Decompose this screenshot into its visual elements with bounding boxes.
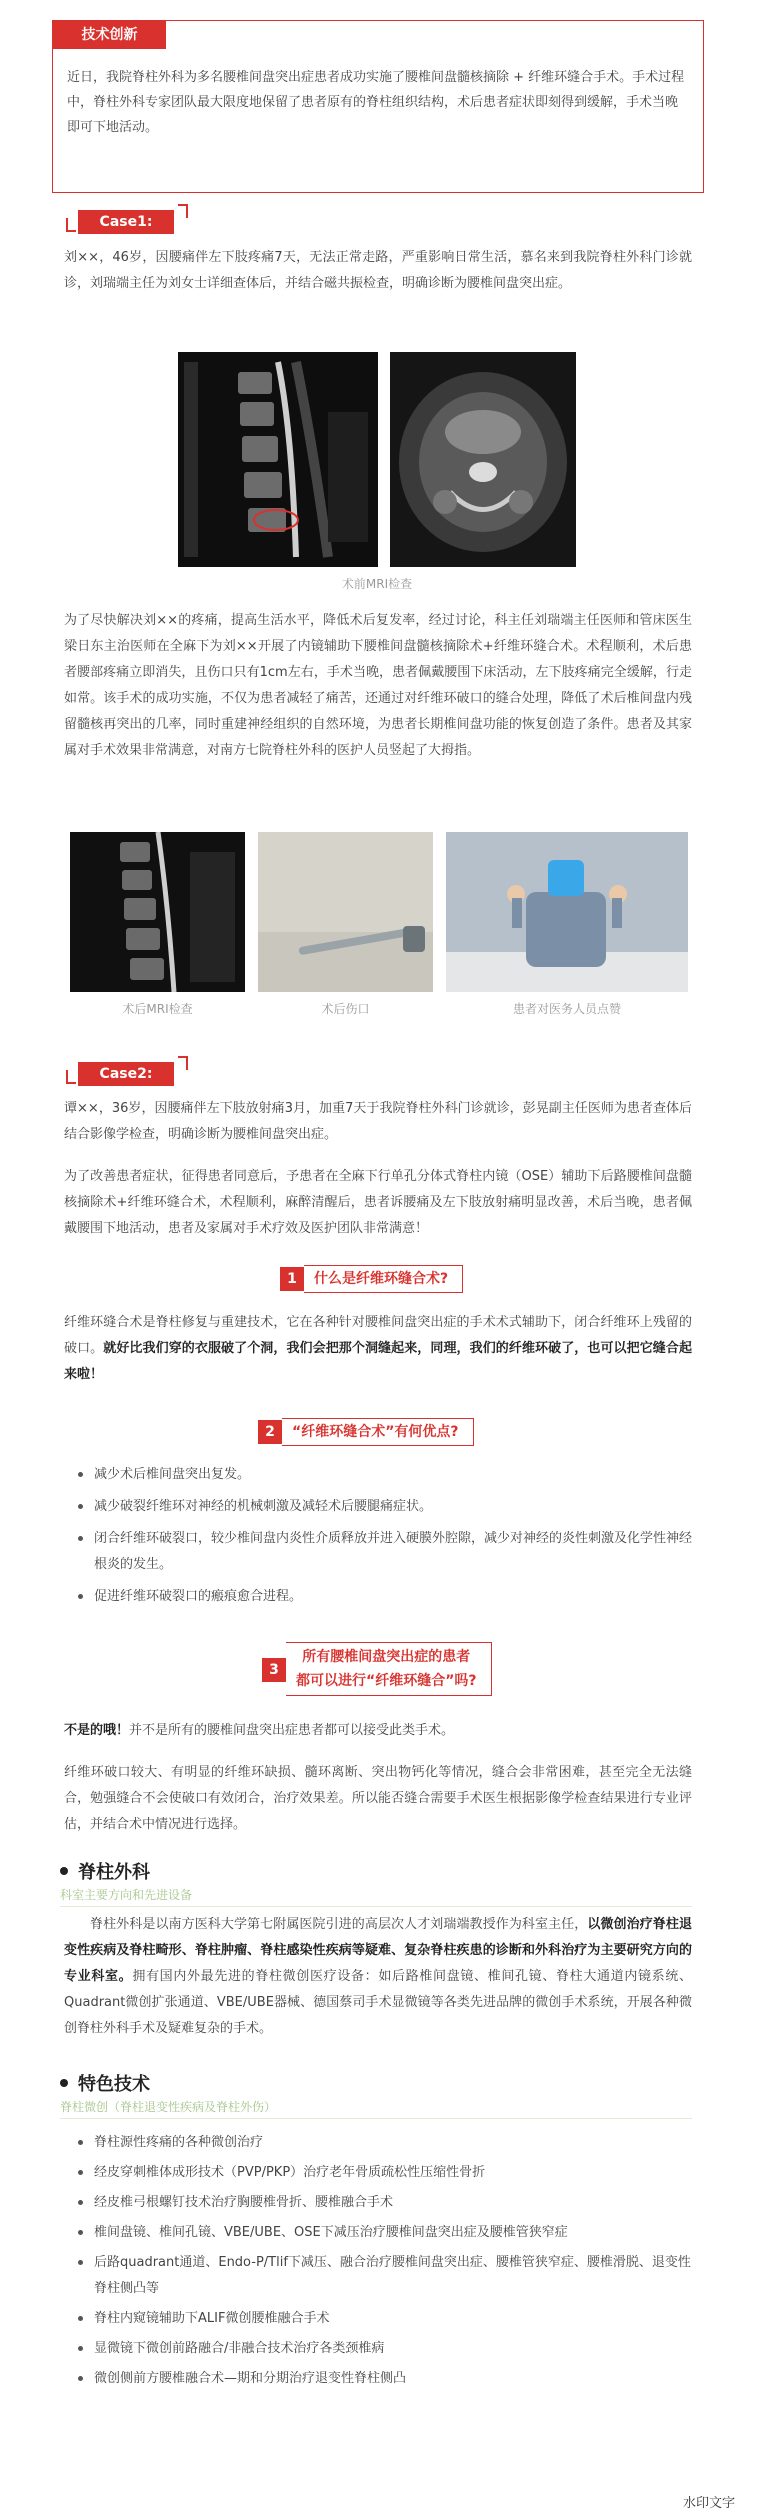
list-item: 显微镜下微创前路融合/非融合技术治疗各类颈椎病 xyxy=(78,2336,692,2362)
bracket-left-decoration xyxy=(66,218,76,232)
feature-section-subtitle: 脊柱微创（脊柱退变性疾病及脊柱外伤） xyxy=(60,2100,277,2114)
list-item: 脊柱源性疼痛的各种微创治疗 xyxy=(78,2130,692,2156)
list-item: 减少破裂纤维环对神经的机械刺激及减轻术后腰腿痛症状。 xyxy=(78,1494,692,1520)
list-item: 减少术后椎间盘突出复发。 xyxy=(78,1462,692,1488)
spine-section-text-pre: 脊柱外科是以南方医科大学第七附属医院引进的高层次人才刘瑞端教授作为科室主任， xyxy=(90,1917,588,1932)
list-item: 椎间盘镜、椎间孔镜、VBE/UBE、OSE下减压治疗腰椎间盘突出症及腰椎管狭窄症 xyxy=(78,2220,692,2246)
preop-mri-axial-image xyxy=(390,352,576,567)
postop-wound-caption: 术后伤口 xyxy=(321,1002,370,1016)
spine-section-subtitle: 科室主要方向和先进设备 xyxy=(60,1888,193,1902)
question3-lead-bold: 不是的哦！ xyxy=(64,1723,130,1738)
case2-intro: 谭××，36岁，因腰痛伴左下肢放射痛3月，加重7天于我院脊柱外科门诊就诊，彭晃副主任医师为患者查体后结合影像学检查，明确诊断为腰椎间盘突出症。 xyxy=(64,1101,692,1142)
question1-answer-bold: 就好比我们穿的衣服破了个洞，我们会把那个洞缝起来，同理，我们的纤维环破了，也可以把它缝合起来啦！ xyxy=(64,1341,692,1382)
postop-wound-image xyxy=(258,832,433,992)
list-item: 微创侧前方腰椎融合术—期和分期治疗退变性脊柱侧凸 xyxy=(78,2366,692,2392)
case1-intro: 刘××，46岁，因腰痛伴左下肢疼痛7天，无法正常走路，严重影响日常生活，慕名来到我院脊柱外科门诊就诊，刘瑞端主任为刘女士详细查体后，并结合磁共振检查，明确诊断为腰椎间盘突出症。 xyxy=(64,250,692,291)
bullet-dot-icon xyxy=(60,2079,68,2087)
question1-title: 什么是纤维环缝合术? xyxy=(304,1265,463,1293)
preop-mri-sagittal-image xyxy=(178,352,378,567)
question2-advantages-list xyxy=(78,1462,692,1616)
list-item: 脊柱内窥镜辅助下ALIF微创腰椎融合手术 xyxy=(78,2306,692,2332)
question1-answer-plain: 纤维环缝合术是脊柱修复与重建技术，它在各种针对腰椎间盘突出症的手术术式辅助下，闭合纤维环上残留的破口。 xyxy=(64,1315,692,1356)
question3-lead-rest: 并不是所有的腰椎间盘突出症患者都可以接受此类手术。 xyxy=(129,1723,455,1738)
postop-mri-image xyxy=(70,832,245,992)
postop-mri-caption: 术后MRI检查 xyxy=(122,1002,193,1016)
case2-tag xyxy=(64,1062,192,1094)
spine-section-text xyxy=(64,1912,692,2042)
feature-section-title-text: 特色技术 xyxy=(78,2074,150,2095)
question2-heading xyxy=(258,1418,538,1448)
feature-tech-list xyxy=(78,2130,692,2396)
case1-label: Case1: xyxy=(78,210,174,234)
case2-body: 为了改善患者症状，征得患者同意后，予患者在全麻下行单孔分体式脊柱内镜（OSE）辅助下后路腰椎间盘髓核摘除术+纤维环缝合术，术程顺利，麻醉清醒后，患者诉腰痛及左下肢放射痛明显改善，术后当晚，患者佩戴腰围下地活动，患者及家属对手术疗效及医护团队非常满意！ xyxy=(64,1169,692,1236)
question3-title-line2: 都可以进行“纤维环缝合”吗? xyxy=(296,1673,477,1689)
case2-label: Case2: xyxy=(78,1062,174,1086)
question3-lead xyxy=(64,1718,692,1744)
patient-thumbs-up-image xyxy=(446,832,688,992)
bracket-right-decoration xyxy=(178,204,188,218)
spine-section-title xyxy=(60,1858,150,1884)
bullet-dot-icon xyxy=(60,1867,68,1875)
question1-number: 1 xyxy=(280,1267,304,1291)
spine-section-title-text: 脊柱外科 xyxy=(78,1862,150,1883)
list-item: 后路quadrant通道、Endo-P/Tlif下减压、融合治疗腰椎间盘突出症、腰椎管狭窄症、腰椎滑脱、退变性脊柱侧凸等 xyxy=(78,2250,692,2302)
bracket-left-decoration xyxy=(66,1070,76,1084)
tech-innovation-text: 近日，我院脊柱外科为多名腰椎间盘突出症患者成功实施了腰椎间盘髓核摘除 + 纤维环缝合手术。手术过程中，脊柱外科专家团队最大限度地保留了患者原有的脊柱组织结构，术后患者症状即刻得到缓解，手术当晚即可下地活动。 xyxy=(67,70,685,135)
case1-tag xyxy=(64,210,192,242)
spine-section-text-bold: 以微创治疗脊柱退变性疾病及脊柱畸形、脊柱肿瘤、脊柱感染性疾病等疑难、复杂脊柱疾患的诊断和外科治疗为主要研究方向的专业科室。 xyxy=(64,1917,692,1984)
preop-mri-caption: 术前MRI检查 xyxy=(341,577,413,591)
section-divider xyxy=(60,2118,692,2119)
watermark-text: 水印文字 xyxy=(682,2496,735,2511)
list-item: 经皮椎弓根螺钉技术治疗胸腰椎骨折、腰椎融合手术 xyxy=(78,2190,692,2216)
spine-section-text-post: 拥有国内外最先进的脊柱微创医疗设备：如后路椎间盘镜、椎间孔镜、脊柱大通道内镜系统、Quadrant微创扩张通道、VBE/UBE器械、德国蔡司手术显微镜等各类先进品牌的微创手术系统，开展各种微创脊柱外科手术及疑难复杂的手术。 xyxy=(64,1969,692,2036)
question3-heading xyxy=(262,1642,532,1698)
list-item: 经皮穿刺椎体成形技术（PVP/PKP）治疗老年骨质疏松性压缩性骨折 xyxy=(78,2160,692,2186)
question2-title: “纤维环缝合术”有何优点? xyxy=(282,1418,474,1446)
tech-innovation-box xyxy=(52,20,704,193)
list-item: 闭合纤维环破裂口，较少椎间盘内炎性介质释放并进入硬膜外腔隙，减少对神经的炎性刺激及化学性神经根炎的发生。 xyxy=(78,1526,692,1578)
question2-number: 2 xyxy=(258,1420,282,1444)
question1-heading xyxy=(280,1265,520,1295)
question3-answer: 纤维环破口较大、有明显的纤维环缺损、髓环离断、突出物钙化等情况，缝合会非常困难，甚至完全无法缝合，勉强缝合不会使破口有效闭合，治疗效果差。所以能否缝合需要手术医生根据影像学检查结果进行专业评估，并结合术中情况进行选择。 xyxy=(64,1765,692,1832)
tech-innovation-title: 技术创新 xyxy=(53,21,166,49)
question3-title xyxy=(286,1642,492,1696)
case1-body: 为了尽快解决刘××的疼痛，提高生活水平，降低术后复发率，经过讨论，科主任刘瑞端主任医师和管床医生梁日东主治医师在全麻下为刘××开展了内镜辅助下腰椎间盘髓核摘除术+纤维环缝合术。术程顺利，术后患者腰部疼痛立即消失，且伤口只有1cm左右，手术当晚，患者佩戴腰围下床活动，左下肢疼痛完全缓解，行走如常。该手术的成功实施，不仅为患者减轻了痛苦，还通过对纤维环破口的缝合处理，降低了术后椎间盘内残留髓核再突出的几率，同时重建神经组织的自然环境，为患者长期椎间盘功能的恢复创造了条件。患者及其家属对手术效果非常满意，对南方七院脊柱外科的医护人员竖起了大拇指。 xyxy=(64,613,692,758)
question1-answer xyxy=(64,1310,692,1388)
question3-title-line1: 所有腰椎间盘突出症的患者 xyxy=(302,1649,471,1665)
feature-section-title xyxy=(60,2070,150,2096)
patient-thumbs-up-caption: 患者对医务人员点赞 xyxy=(512,1002,621,1016)
question3-number: 3 xyxy=(262,1658,286,1682)
list-item: 促进纤维环破裂口的瘢痕愈合进程。 xyxy=(78,1584,692,1610)
bracket-right-decoration xyxy=(178,1056,188,1070)
section-divider xyxy=(60,1906,692,1907)
